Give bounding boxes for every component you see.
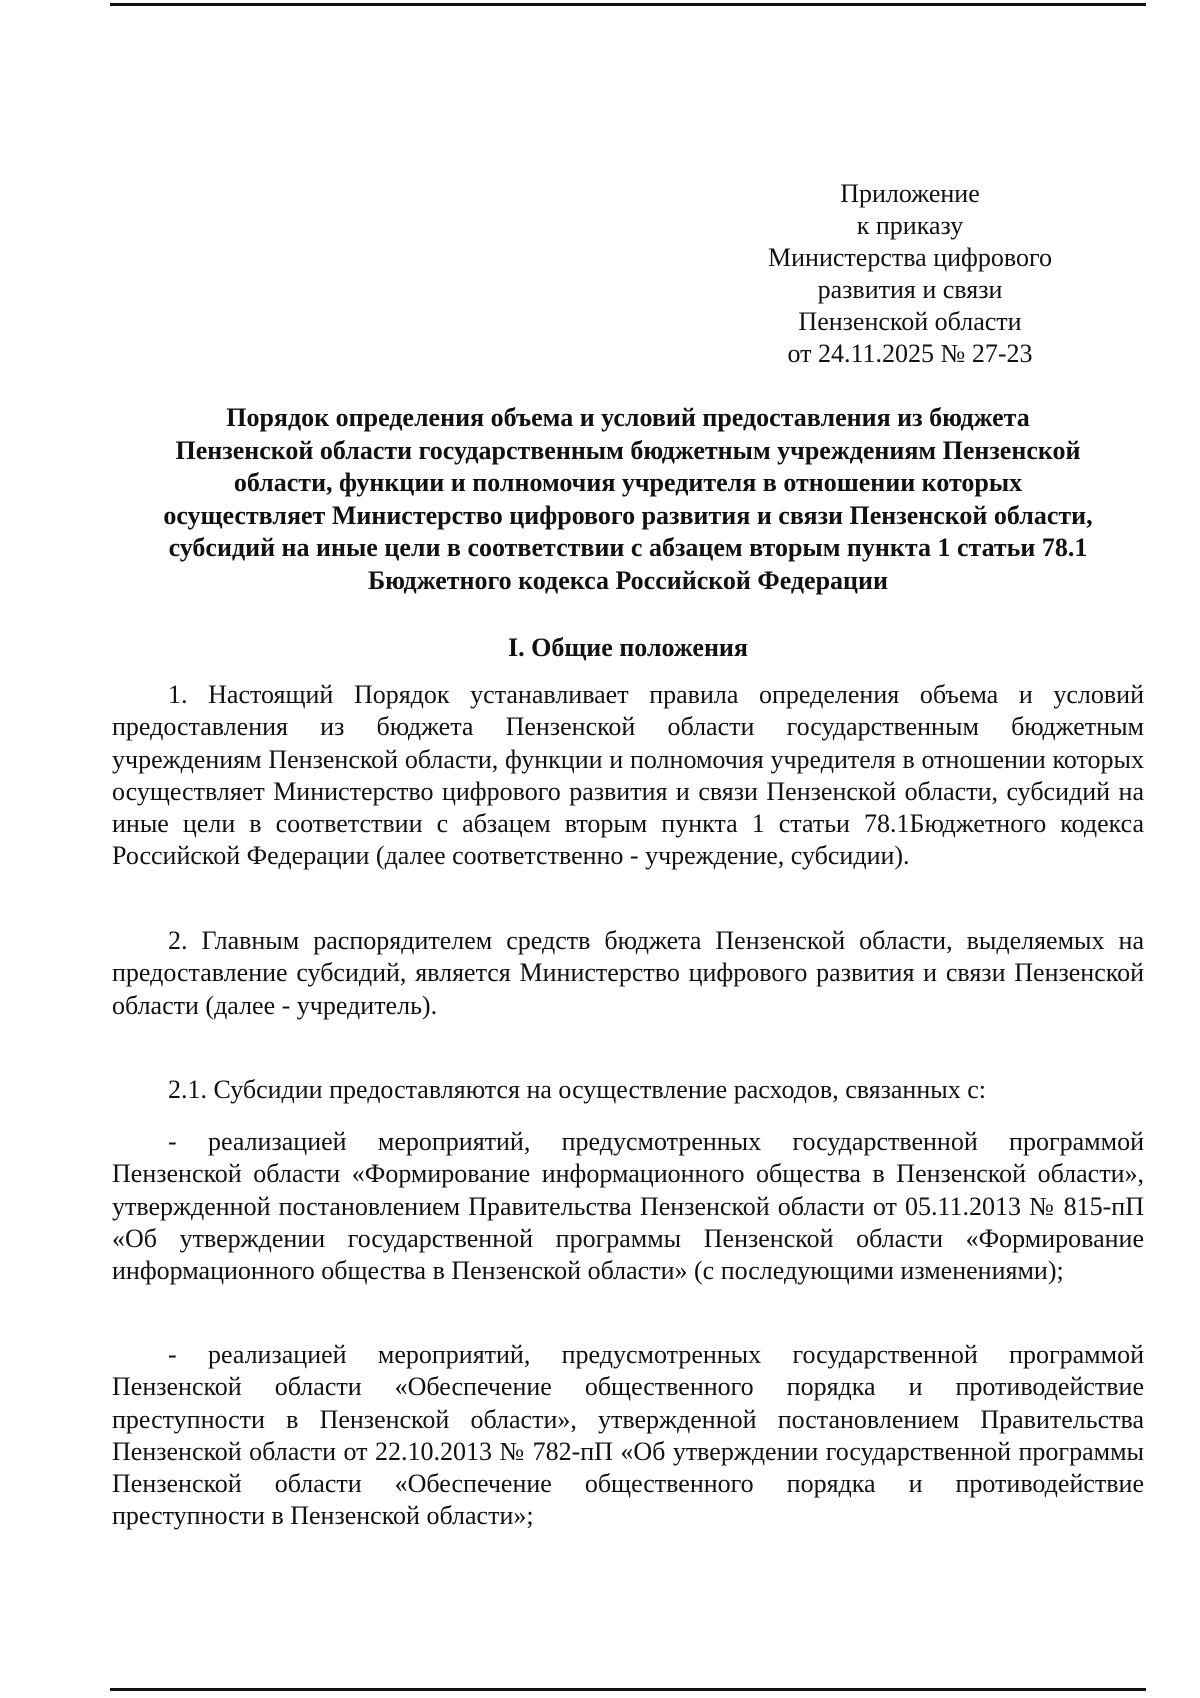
paragraph-1: 1. Настоящий Порядок устанавливает правила определения объема и условий предоставления из бюджета Пензенской области государственным бюджетным учреждениям Пензенской области, функции и полномочия учредителя в отношении которых осуществляет Министерство цифрового развития и связи Пензенской области, субсидий на иные цели в соответствии с абзацем вторым пункта 1 статьи 78.1Бюджетного кодекса Российской Федерации (далее соответственно - учреждение, субсидии). <box>112 680 1144 871</box>
bottom-rule <box>110 1688 1146 1691</box>
appendix-line: к приказу <box>856 211 964 240</box>
appendix-line: развития и связи <box>817 275 1003 304</box>
appendix-block <box>700 178 1120 370</box>
appendix-line: Приложение <box>840 179 980 208</box>
paragraph-2-block <box>112 925 1144 1022</box>
paragraph-3: 2.1. Субсидии предоставляются на осуществление расходов, связанных с: <box>168 1075 986 1104</box>
paragraph-4: - реализацией мероприятий, предусмотренных государственной программой Пензенской области «Формирование информационного общества в Пензенской области», утвержденной постановлением Правительства Пензенской области от 05.11.2013 № 815-пП «Об утверждении государственной программы Пензенской области «Формирование информационного общества в Пензенской области» (с последующими изменениями); <box>112 1127 1144 1286</box>
title-line: области, функции и полномочия учредителя в отношении которых <box>233 468 1023 497</box>
paragraph-1-block <box>112 679 1144 873</box>
paragraph-5: - реализацией мероприятий, предусмотренных государственной программой Пензенской области «Обеспечение общественного порядка и противодействие преступности в Пензенской области», утвержденной постановлением Правительства Пензенской области от 22.10.2013 № 782-пП «Об утверждении государственной программы Пензенской области «Обеспечение общественного порядка и противодействие преступности в Пензенской области»; <box>112 1340 1144 1531</box>
appendix-line: Пензенской области <box>798 307 1022 336</box>
title-line: субсидий на иные цели в соответствии с абзацем вторым пункта 1 статьи 78.1 <box>168 533 1088 562</box>
title-line: Бюджетного кодекса Российской Федерации <box>367 565 888 595</box>
appendix-line: от 24.11.2025 № 27-23 <box>787 339 1033 368</box>
paragraph-5-block <box>112 1339 1144 1533</box>
paragraph-3-block <box>112 1074 1144 1106</box>
title-line: осуществляет Министерство цифрового развития и связи Пензенской области, <box>163 500 1093 530</box>
section-title: I. Общие положения <box>508 633 748 662</box>
top-rule <box>110 3 1146 6</box>
paragraph-4-block <box>112 1126 1144 1287</box>
document-title <box>110 402 1146 597</box>
title-line: Пензенской области государственным бюджетным учреждениям Пензенской <box>175 435 1081 465</box>
title-line: Порядок определения объема и условий предоставления из бюджета <box>226 403 1030 432</box>
appendix-line: Министерства цифрового <box>768 243 1052 272</box>
paragraph-2: 2. Главным распорядителем средств бюджета Пензенской области, выделяемых на предоставление субсидий, является Министерство цифрового развития и связи Пензенской области (далее - учредитель). <box>112 926 1144 1020</box>
